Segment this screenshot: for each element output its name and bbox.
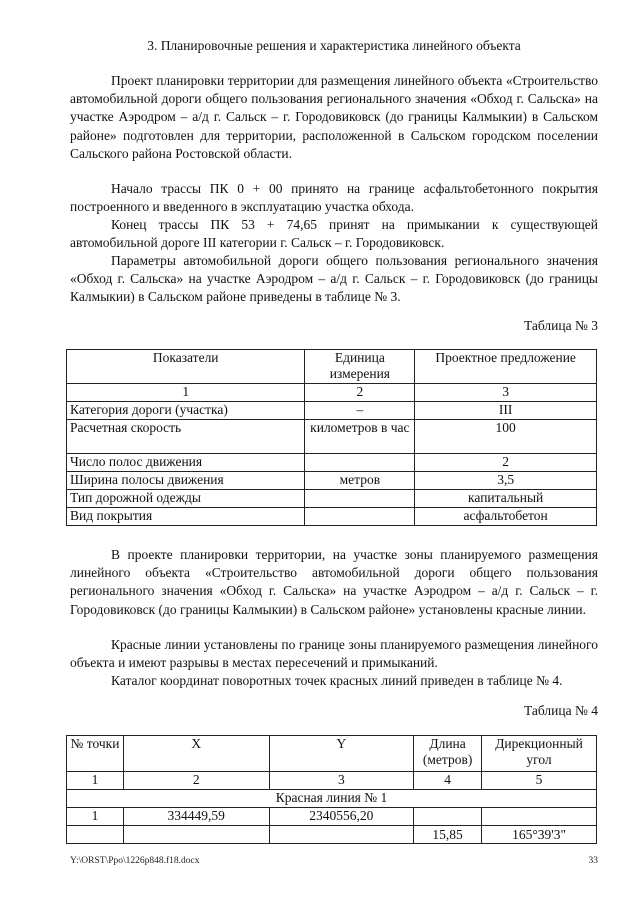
table-row [67,826,597,844]
table3-cell [305,508,415,526]
table3-cell: Число полос движения [67,454,305,472]
table4-cell: 165°39'3" [482,826,597,844]
table3-cell: Категория дороги (участка) [67,402,305,420]
table3-header: Проектное предложение [415,350,597,384]
paragraph-parameters: Параметры автомобильной дороги общего пользования регионального значения «Обход г. Сальска» на участке Аэродром – а/д г. Сальск – г. Городовиковск (до границы Калмыкии) в Сальском районе приведены в таблице № 3. [70,253,598,305]
table4-cell [269,826,414,844]
paragraph-end: Конец трассы ПК 53 + 74,65 принят на примыкании к существующей автомобильной дороге III категории г. Сальск – г. Городовиковск. [70,217,598,251]
table-row [67,808,597,826]
table4-group-label: Красная линия № 1 [67,790,597,808]
table3-cell: 2 [415,454,597,472]
footer-file-path: Y:\ORST\Ppo\1226p848.f18.docx [70,856,200,866]
table4-cell [482,808,597,826]
table3-cell: – [305,402,415,420]
table4-header: Длина (метров) [414,736,482,772]
table4-caption: Таблица № 4 [524,703,598,718]
table4-header: Y [269,736,414,772]
table3-cell: метров [305,472,415,490]
table4-header: № точки [67,736,124,772]
table3-col-number: 3 [415,384,597,402]
table4-header: X [123,736,269,772]
table-row [67,402,597,420]
table3-cell: Тип дорожной одежды [67,490,305,508]
table4-cell: 2340556,20 [269,808,414,826]
table4-cell: 15,85 [414,826,482,844]
table-3 [66,349,597,526]
table4-col-number: 2 [123,772,269,790]
table4-cell [414,808,482,826]
table4-col-number: 1 [67,772,124,790]
table3-header: Показатели [67,350,305,384]
table3-cell: километров в час [305,420,415,454]
table4-col-number: 5 [482,772,597,790]
table3-header: Единица измерения [305,350,415,384]
table3-cell: Вид покрытия [67,508,305,526]
section-title: 3. Планировочные решения и характеристика линейного объекта [147,38,521,53]
paragraph-red-lines-border: Красные линии установлены по границе зоны планируемого размещения линейного объекта и имеют разрывы в местах пересечений и примыканий. [70,637,598,671]
table3-col-number: 1 [67,384,305,402]
table-row [67,420,597,454]
table3-cell [305,454,415,472]
table3-cell: Расчетная скорость [67,420,305,454]
footer-page-number: 33 [588,856,598,866]
table4-header: Дирекционный угол [482,736,597,772]
table-4 [66,735,597,844]
table-row [67,472,597,490]
table4-cell [67,826,124,844]
table3-caption: Таблица № 3 [524,318,598,333]
table3-cell: 100 [415,420,597,454]
table4-col-number: 3 [269,772,414,790]
table3-cell: III [415,402,597,420]
table4-col-number: 4 [414,772,482,790]
table3-cell [305,490,415,508]
table4-cell [123,826,269,844]
table3-cell: 3,5 [415,472,597,490]
table4-cell: 1 [67,808,124,826]
table-row [67,490,597,508]
paragraph-red-lines: В проекте планировки территории, на участке зоны планируемого размещения линейного объекта «Строительство автомобильной дороги общего пользования регионального значения «Обход г. Сальска» на участке Аэродром – а/д г. Сальск – г. Городовиковск (до границы Калмыкии) в Сальском районе» установлены красные линии. [70,547,598,617]
paragraph-catalog: Каталог координат поворотных точек красных линий приведен в таблице № 4. [111,673,563,688]
table3-col-number: 2 [305,384,415,402]
paragraph-intro: Проект планировки территории для размещения линейного объекта «Строительство автомобильной дороги общего пользования регионального значения «Обход г. Сальска» на участке Аэродром – а/д г. Сальск – г. Городовиковск (до границы Калмыкии) в Сальском районе» подготовлен для территории, расположенной в Сальском городском поселении Сальского района Ростовской области. [70,73,598,161]
table3-cell: капитальный [415,490,597,508]
table-row [67,508,597,526]
table3-cell: Ширина полосы движения [67,472,305,490]
paragraph-start: Начало трассы ПК 0 + 00 принято на границе асфальтобетонного покрытия построенного и введенного в эксплуатацию участка обхода. [70,181,598,215]
table4-cell: 334449,59 [123,808,269,826]
table3-cell: асфальтобетон [415,508,597,526]
table-row [67,454,597,472]
